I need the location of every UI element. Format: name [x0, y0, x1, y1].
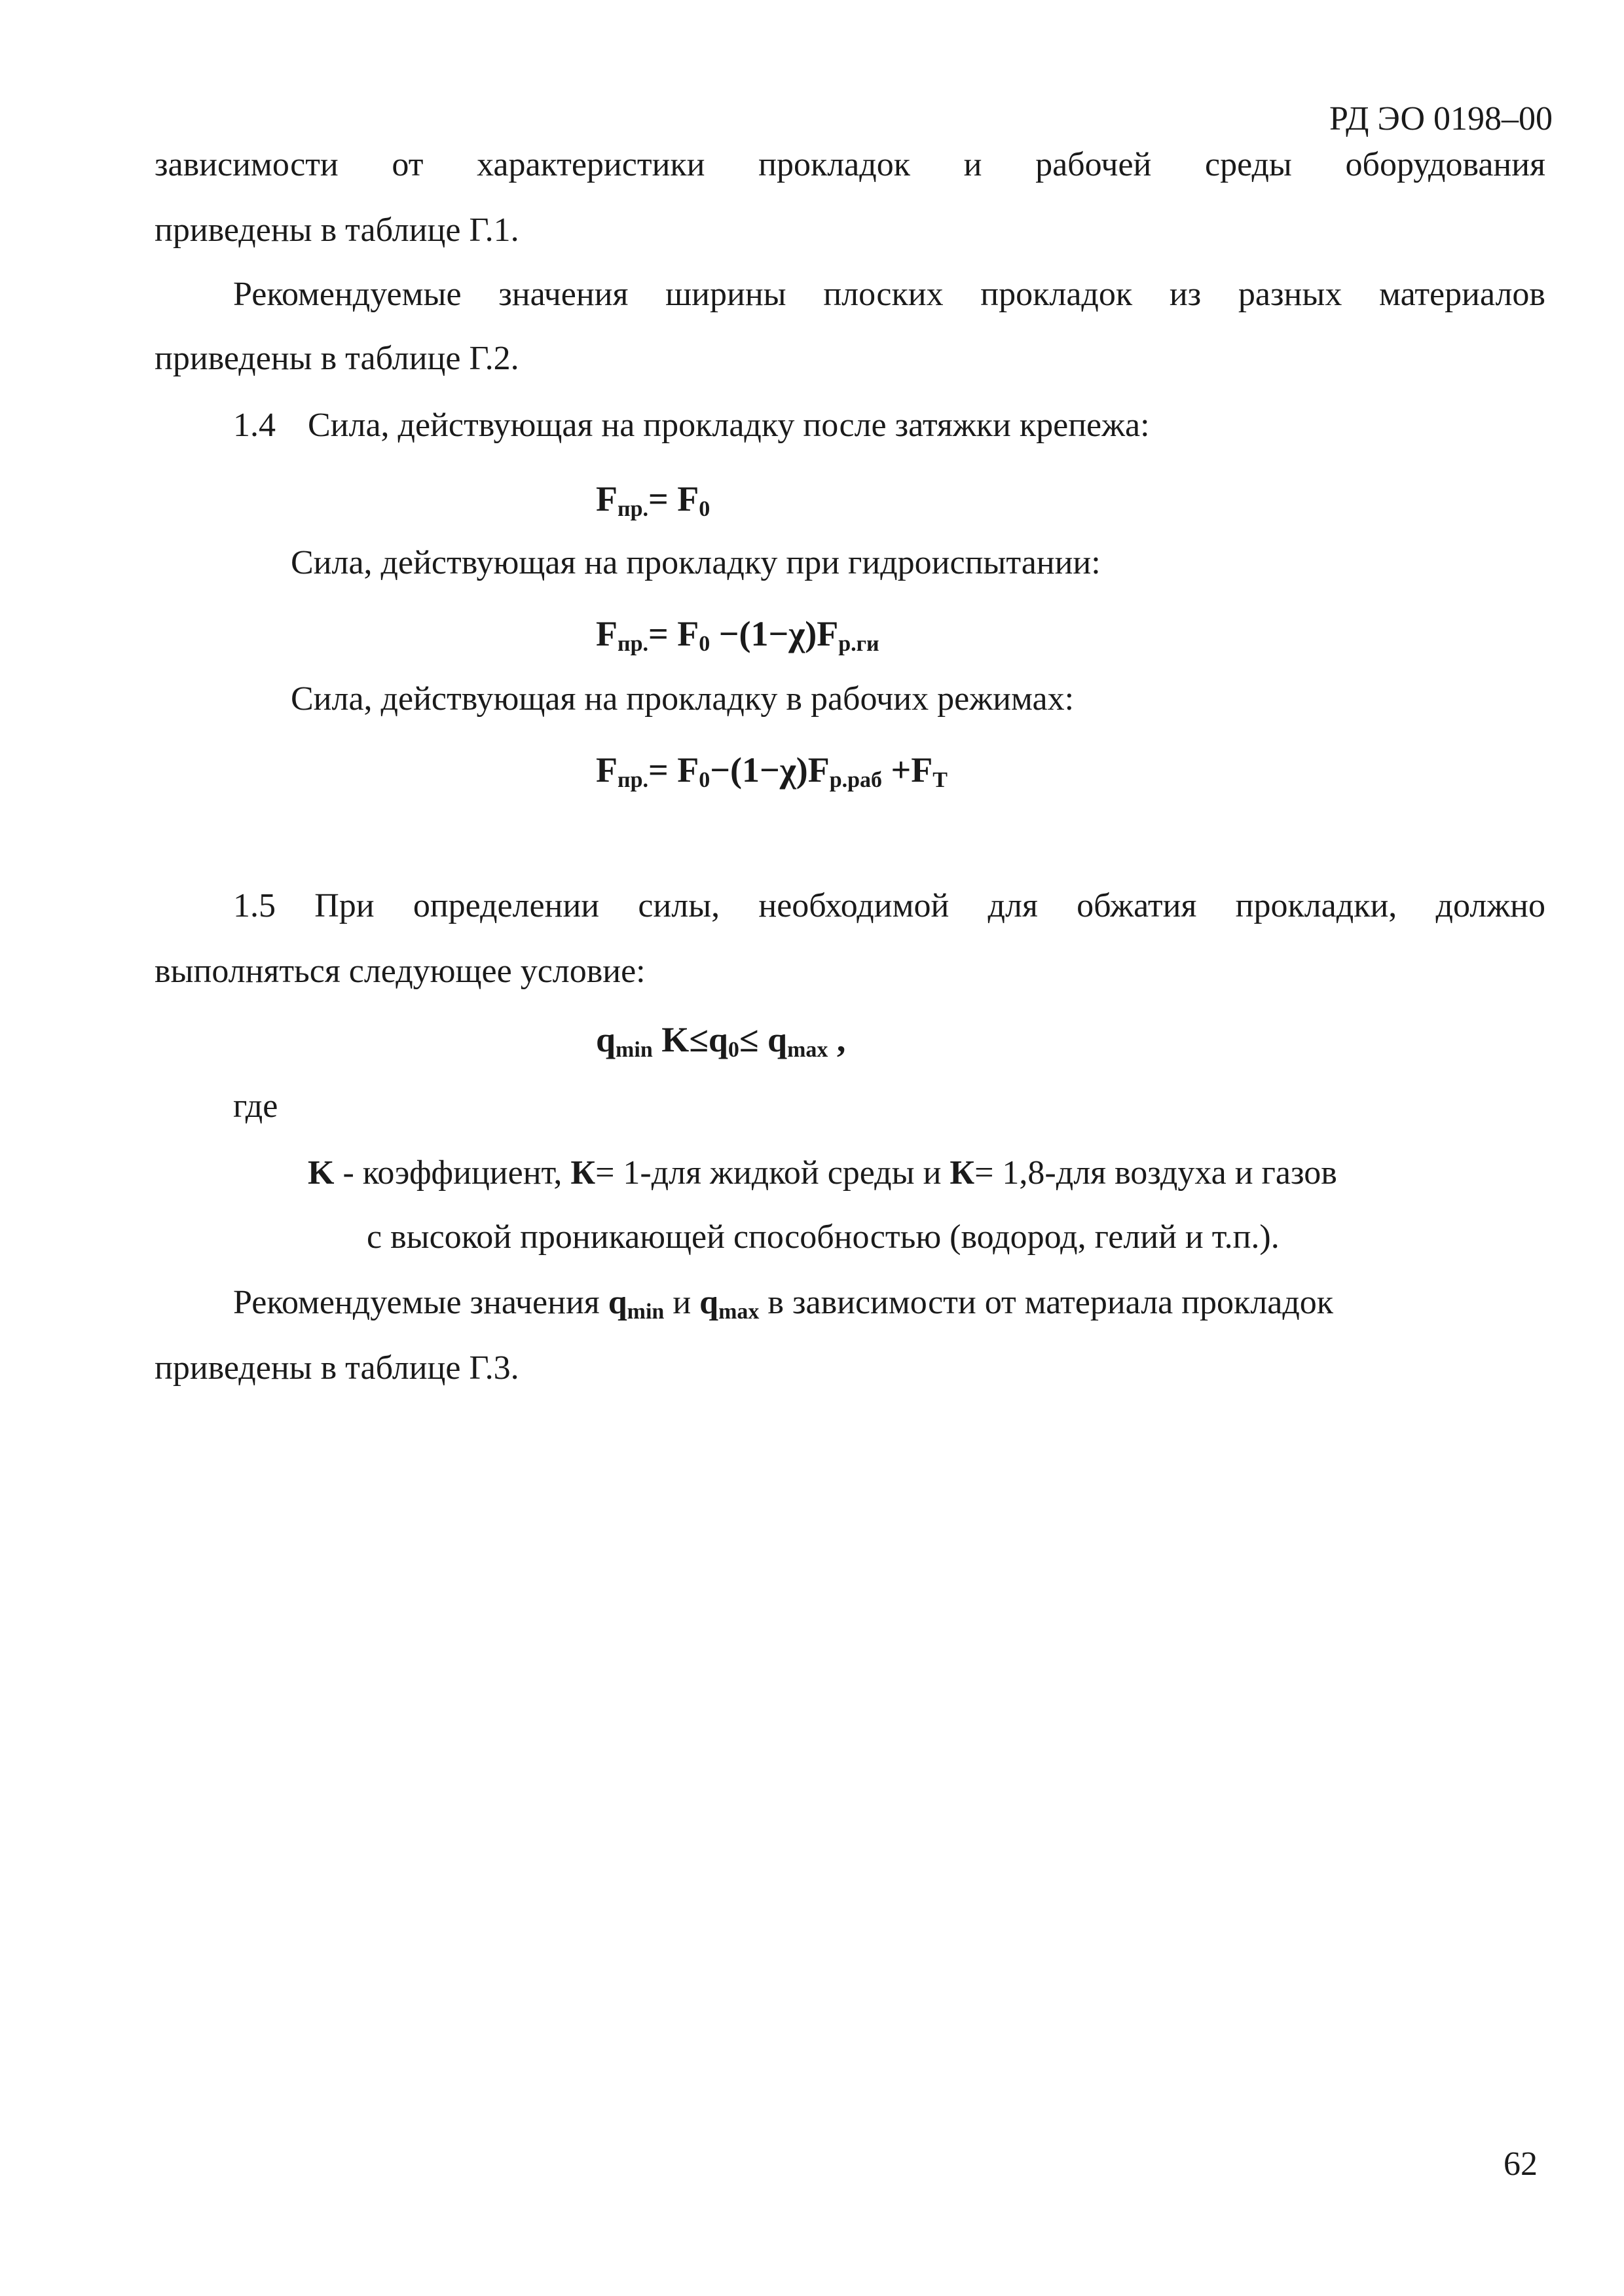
formula-hydro-force: $F_{пр.}= F_0 -(1-\chi)F_{р.ги}$: [596, 614, 879, 656]
paragraph-line: зависимости от характеристики прокладок и рабочей среды оборудования: [155, 146, 1545, 183]
paragraph-line: приведены в таблице Г.3.: [155, 1349, 519, 1387]
formula-compression-condition: $q_{min}$ $K\le q_0\le q_{max}$ ,: [596, 1020, 846, 1062]
paragraph-line: приведены в таблице Г.1.: [155, 211, 519, 249]
paragraph-line: 1.5 При определении силы, необходимой для обжатия прокладки, должно: [233, 887, 1545, 924]
recommended-q-line: Рекомендуемые значения $q_{min}$ и $q_{max}$ в зависимости от материала прокладок: [233, 1284, 1334, 1324]
page-number: 62: [1504, 2145, 1538, 2183]
where-label: где: [233, 1087, 278, 1125]
formula-work-force: $F_{пр.}= F_0-(1-\chi)F_{р.раб} +F_T$: [596, 750, 948, 792]
paragraph-line: выполняться следующее условие:: [155, 953, 646, 990]
coefficient-definition-cont: с высокой проникающей способностью (водород, гелий и т.п.).: [367, 1218, 1280, 1256]
paragraph-line: Сила, действующая на прокладку в рабочих режимах:: [291, 680, 1075, 718]
section-text: Сила, действующая на прокладку после затяжки крепежа:: [308, 407, 1150, 444]
paragraph-line: приведены в таблице Г.2.: [155, 340, 519, 377]
coefficient-definition: K - коэффициент, К= 1-для жидкой среды и К= 1,8-для воздуха и газов: [308, 1154, 1337, 1192]
formula-initial-force: $F_{пр.}= F_0$: [596, 479, 710, 521]
document-code: РД ЭО 0198–00: [1329, 100, 1553, 137]
paragraph-line: Рекомендуемые значения ширины плоских прокладок из разных материалов: [233, 276, 1545, 313]
paragraph-line: Сила, действующая на прокладку при гидроиспытании:: [291, 544, 1101, 581]
section-number: 1.4: [233, 407, 276, 444]
